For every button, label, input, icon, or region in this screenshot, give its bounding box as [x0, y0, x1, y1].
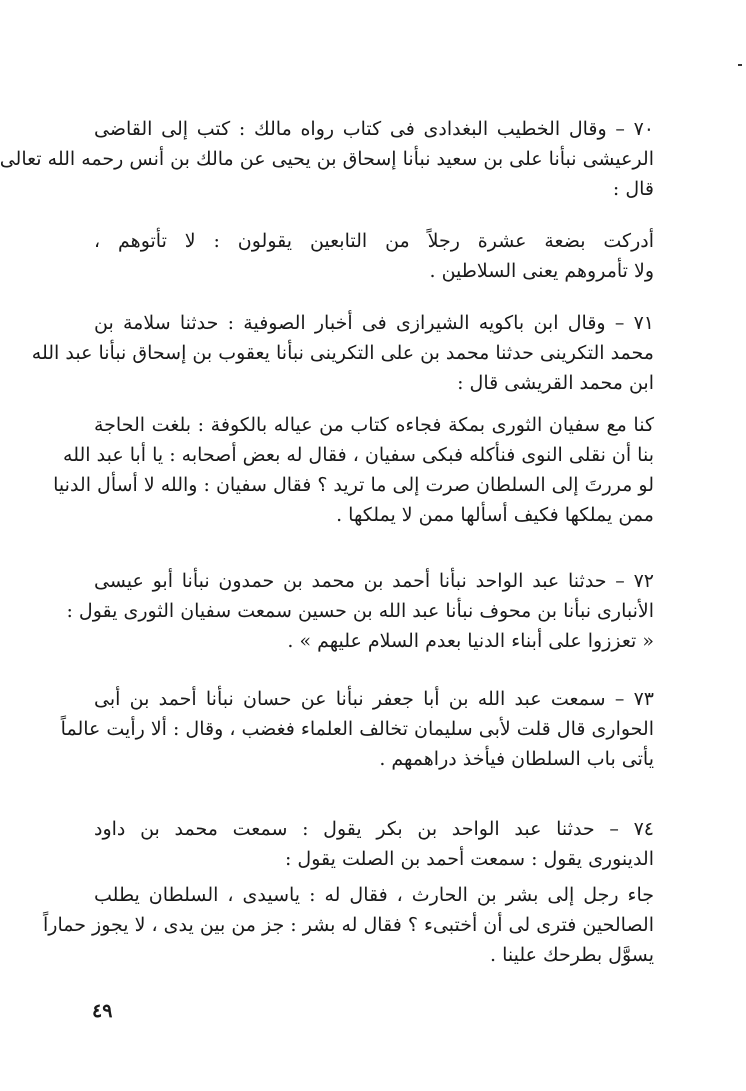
paragraph-74 — [94, 814, 654, 874]
text-line: الحوارى قال قلت لأبى سليمان تخالف العلماء فغضب ، وقال : ألا رأيت عالماً — [60, 718, 654, 740]
text-line: « تعززوا على أبناء الدنيا بعدم السلام عليهم » . — [287, 630, 654, 652]
text-line: يسوَّل بطرحك علينا . — [489, 944, 654, 966]
paragraph-73 — [60, 684, 654, 774]
text-line: جاء رجل إلى بشر بن الحارث ، فقال له : ياسيدى ، السلطان يطلب — [94, 884, 654, 906]
text-line: أدركت بضعة عشرة رجلاً من التابعين يقولون : لا تأتوهم ، — [94, 230, 654, 252]
text-line: الأنبارى نبأنا بن محوف نبأنا عبد الله بن حسين سمعت سفيان الثورى يقول : — [66, 600, 654, 622]
text-line: لو مررتَ إلى السلطان صرت إلى ما تريد ؟ فقال سفيان : والله لا أسأل الدنيا — [53, 474, 654, 496]
scan-mark — [738, 64, 742, 66]
text-line: ٧٤ – حدثنا عبد الواحد بن بكر يقول : سمعت محمد بن داود — [94, 818, 654, 840]
text-line: يأتى باب السلطان فيأخذ دراهمهم . — [379, 748, 654, 770]
text-line: ٧٠ – وقال الخطيب البغدادى فى كتاب رواه مالك : كتب إلى القاضى — [94, 118, 654, 140]
text-line: ٧٣ – سمعت عبد الله بن أبا جعفر نبأنا عن حسان نبأنا أحمد بن أبى — [94, 688, 654, 710]
text-line: كنا مع سفيان الثورى بمكة فجاءه كتاب من عياله بالكوفة : بلغت الحاجة — [94, 414, 654, 436]
text-line: ٧٢ – حدثنا عبد الواحد نبأنا أحمد بن محمد بن حمدون نبأنا أبو عيسى — [94, 570, 654, 592]
text-line: قال : — [612, 178, 654, 200]
paragraph-74-quote — [43, 880, 654, 970]
text-line: ٧١ – وقال ابن باكويه الشيرازى فى أخبار الصوفية : حدثنا سلامة بن — [94, 312, 654, 334]
paragraph-70-quote — [94, 226, 654, 286]
text-line: محمد التكرينى حدثنا محمد بن على التكرينى نبأنا يعقوب بن إسحاق نبأنا عبد الله — [31, 342, 654, 364]
text-line: ابن محمد القريشى قال : — [457, 372, 654, 394]
text-line: بنا أن نقلى النوى فنأكله فبكى سفيان ، فقال له بعض أصحابه : يا أبا عبد الله — [63, 444, 654, 466]
paragraph-71 — [31, 308, 654, 398]
text-line: ممن يملكها فكيف أسألها ممن لا يملكها . — [336, 504, 654, 526]
text-line: الرعيشى نبأنا على بن سعيد نبأنا إسحاق بن يحيى عن مالك بن أنس رحمه الله تعالى — [0, 148, 654, 170]
page-number: ٤٩ — [92, 1000, 113, 1022]
text-line: الدينورى يقول : سمعت أحمد بن الصلت يقول : — [284, 848, 654, 870]
paragraph-70 — [0, 114, 654, 204]
text-line: الصالحين فترى لى أن أختبىء ؟ فقال له بشر : جز من بين يدى ، لا يجوز حماراً — [43, 914, 654, 936]
text-line: ولا تأمروهم يعنى السلاطين . — [429, 260, 654, 282]
paragraph-72 — [66, 566, 654, 656]
paragraph-71-quote — [53, 410, 654, 530]
